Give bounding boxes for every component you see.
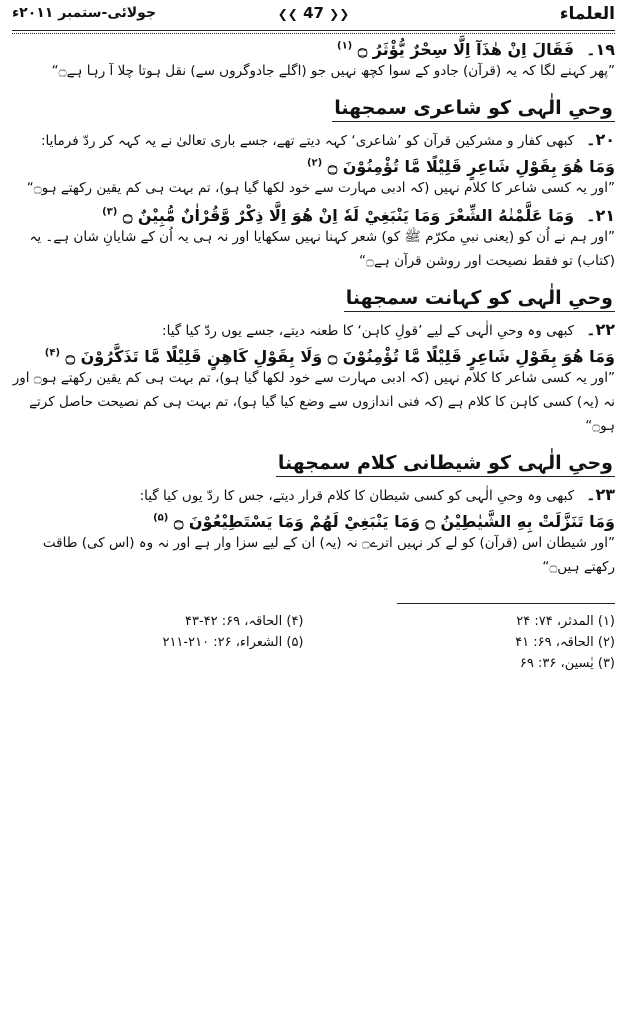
footnote-divider — [397, 603, 615, 604]
verse-line — [12, 40, 615, 59]
footnote-list — [12, 614, 615, 671]
translation: ”اور شیطان اس (قرآن) کو لے کر نہیں اترے۝ نہ (یہ) ان کے لیے سزا وار ہے اور نہ وہ (اس کی) طاقت رکھتے ہیں۝“ — [42, 535, 615, 575]
entry-number: ۲۳۔ — [586, 485, 615, 504]
entry-number: ۲۱۔ — [586, 206, 615, 225]
entry-number: ۲۲۔ — [586, 320, 615, 339]
issue-date: جولائی-ستمبر ۲۰۱۱ء — [12, 5, 157, 21]
ornament-icon: ❯❯ — [329, 7, 350, 21]
section-satanic — [12, 446, 615, 477]
section-heading: وحیِ الٰہی کو شیطانی کلام سمجھنا — [276, 446, 615, 477]
footnotes — [12, 603, 615, 671]
footnote-item: (۱) المدثر، ۷۴: ۲۴ — [516, 614, 615, 629]
footnote-ref: (۲) — [306, 157, 323, 169]
footnote-ref: (۱) — [336, 40, 353, 52]
page-header — [12, 0, 615, 28]
ornament-icon: ❮❮ — [277, 7, 298, 21]
journal-title: العلماء — [559, 4, 615, 24]
arabic-verse — [337, 40, 574, 59]
arabic-verse — [12, 157, 615, 176]
entry-23 — [12, 483, 615, 579]
footnote-item — [12, 656, 304, 671]
arabic-text: وَمَا عَلَّمْنٰهُ الشِّعْرَ وَمَا يَنْبَغِيْ لَهٗ اِنْ هُوَ اِلَّا ذِكْرٌ وَّقُرْاٰنٌ مُّبِيْنٌ ۝ — [122, 206, 575, 225]
entry-intro — [12, 128, 615, 153]
arabic-text: فَقَالَ اِنْ هٰذَآ اِلَّا سِحْرٌ يُّؤْثَرُ ۝ — [357, 40, 575, 59]
entry-text: کبھی کفار و مشرکین قرآن کو ’شاعری‘ کہہ دیتے تھے، جسے باری تعالیٰ نے یہ کہہ کر ردّ فرمایا: — [41, 133, 575, 149]
entry-text: کبھی وہ وحیِ الٰہی کے لیے ’قولِ کاہن‘ کا طعنہ دیتے، جسے یوں ردّ کیا گیا: — [162, 323, 575, 339]
entry-20 — [12, 128, 615, 200]
section-poetry — [12, 91, 615, 122]
entry-number: ۱۹۔ — [586, 40, 615, 59]
page-number — [278, 4, 350, 22]
footnote-item: (۵) الشعراء، ۲۶: ۲۱۰-۲۱۱ — [162, 635, 304, 650]
arabic-verse — [12, 347, 615, 366]
entry-21 — [12, 206, 615, 273]
entry-22 — [12, 318, 615, 438]
footnote-item: (۲) الحاقہ، ۶۹: ۴۱ — [515, 635, 615, 650]
footnote-ref: (۳) — [102, 206, 118, 218]
arabic-verse — [102, 206, 574, 225]
translation: ”اور ہم نے اُن کو (یعنی نبیِ مکرّم ﷺ کو) شعر کہنا نہیں سکھایا اور نہ ہی یہ اُن کے شایانِ شان ہے۔ یہ (کتاب) تو فقط نصیحت اور روشن قرآن ہے۝“ — [29, 229, 615, 269]
translation: ”اور یہ کسی شاعر کا کلام نہیں (کہ ادبی مہارت سے خود لکھا گیا ہو)، تم بہت ہی کم یقین رکھتے ہو۝ اور نہ (یہ) کسی کاہن کا کلام ہے (کہ فنی اندازوں سے وضع کیا گیا ہو)، تم بہت ہی کم نصیحت حاصل کرتے ہو۝“ — [12, 370, 615, 434]
entry-intro — [12, 483, 615, 508]
page-number-value: 47 — [303, 4, 324, 22]
section-heading: وحیِ الٰہی کو کہانت سمجھنا — [344, 281, 615, 312]
section-heading: وحیِ الٰہی کو شاعری سمجھنا — [332, 91, 615, 122]
footnote-item: (۴) الحاقہ، ۶۹: ۴۲-۴۳ — [185, 614, 304, 629]
verse-line — [12, 206, 615, 225]
entry-number: ۲۰۔ — [586, 130, 615, 149]
translation: ”اور یہ کسی شاعر کا کلام نہیں (کہ ادبی مہارت سے خود لکھا گیا ہو)، تم بہت ہی کم یقین رکھتے ہو۝“ — [26, 180, 615, 196]
translation: ”پھر کہنے لگا کہ یہ (قرآن) جادو کے سوا کچھ نہیں جو (اگلے جادوگروں سے) نقل ہوتا چلا آ رہا ہے۝“ — [51, 63, 615, 79]
arabic-text: وَمَا تَنَزَّلَتْ بِهِ الشَّيٰطِيْنُ ۝ وَمَا يَنْبَغِيْ لَهُمْ وَمَا يَسْتَطِيْعُوْنَ ۝ — [173, 512, 615, 531]
entry-text: کبھی وہ وحیِ الٰہی کو کسی شیطان کا کلام قرار دیتے، جس کا ردّ یوں کیا گیا: — [139, 488, 575, 504]
footnote-ref: (۴) — [44, 347, 61, 359]
entry-intro — [12, 318, 615, 343]
header-divider — [12, 30, 615, 34]
arabic-text: وَمَا هُوَ بِقَوْلِ شَاعِرٍ قَلِيْلًا مَّا تُؤْمِنُوْنَ ۝ — [327, 157, 615, 176]
section-soothsaying — [12, 281, 615, 312]
footnote-ref: (۵) — [153, 512, 169, 524]
arabic-verse — [12, 512, 615, 531]
arabic-text: وَمَا هُوَ بِقَوْلِ شَاعِرٍ قَلِيْلًا مَّا تُؤْمِنُوْنَ ۝ وَلَا بِقَوْلِ كَاهِنٍ قَلِيْلًا مَّا تَذَكَّرُوْنَ ۝ — [65, 347, 615, 366]
entry-19 — [12, 40, 615, 83]
footnote-item: (۳) یٰسین، ۳۶: ۶۹ — [519, 656, 615, 671]
